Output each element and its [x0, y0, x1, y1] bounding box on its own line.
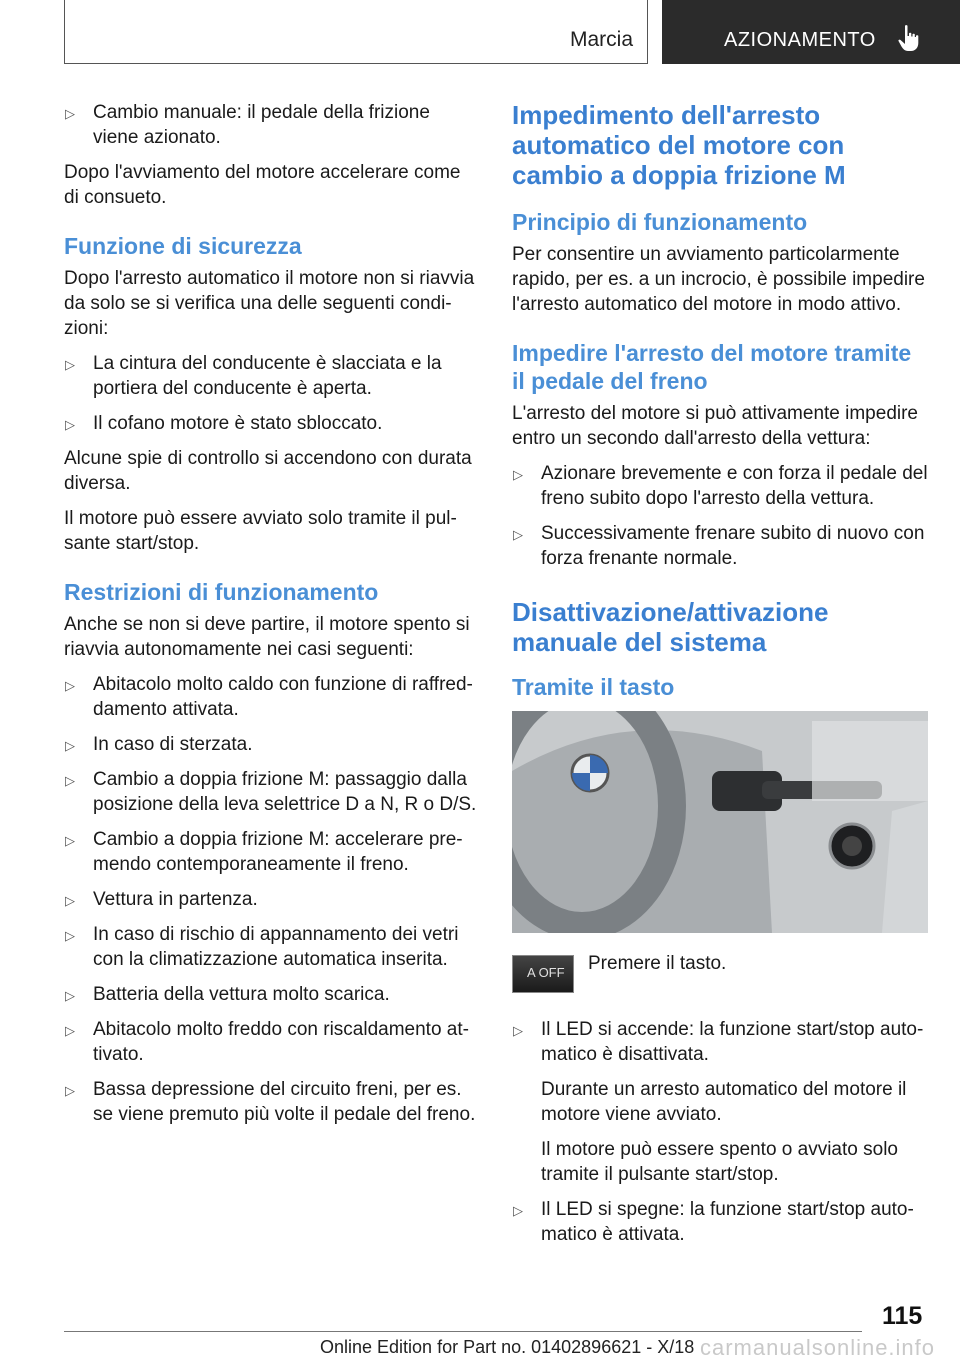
section-title: AZIONAMENTO [724, 29, 876, 51]
list-item: ▷ In caso di sterzata. [64, 732, 478, 757]
bullet-triangle-icon: ▷ [65, 738, 75, 753]
footer-watermark: carmanualsonline.info [700, 1335, 936, 1360]
press-button-text: Premere il tasto. [588, 953, 727, 974]
paragraph: Durante un arresto automatico del motore il motore viene avviato. [541, 1079, 907, 1125]
section-tab [662, 0, 960, 64]
list-item: ▷ Il LED si spegne: la funzione start/stop automatico è attivata. [513, 1199, 914, 1245]
paragraph: Per consentire un avviamento particolarmente rapido, per es. a un incrocio, è possibile impedire l'arresto automatico del motore in modo attivo. [512, 244, 925, 315]
steering-wheel-illustration [512, 711, 928, 933]
bullet-triangle-icon: ▷ [65, 773, 75, 788]
bullet-triangle-icon: ▷ [65, 833, 75, 848]
paragraph: Anche se non si deve partire, il motore spento si riavvia autonomamente nei casi seguenti: [64, 614, 470, 660]
list-item: ▷ Successivamente frenare subito di nuovo con forza frenante normale. [513, 523, 925, 569]
auto-start-stop-off-button-icon: A OFF [512, 955, 574, 993]
bullet-triangle-icon: ▷ [65, 1023, 75, 1038]
bullet-triangle-icon: ▷ [513, 1203, 523, 1218]
button-instruction [512, 951, 930, 1001]
hand-pointer-icon [896, 24, 922, 52]
paragraph: Alcune spie di controllo si accendono con durata diversa. [64, 448, 472, 494]
heading-operating-restrictions: Restrizioni di funzionamento [64, 579, 379, 605]
bullet-triangle-icon: ▷ [65, 988, 75, 1003]
bullet-triangle-icon: ▷ [513, 467, 523, 482]
list-item: ▷ Abitacolo molto caldo con funzione di raffreddamento attivata. [65, 674, 473, 720]
paragraph: Dopo l'arresto automatico il motore non si riavvia da solo se si verifica una delle seguenti condizioni: [64, 268, 475, 339]
chapter-tab [64, 0, 648, 64]
list-item: ▷ Il LED si accende: la funzione start/stop automatico è disattivata. [513, 1019, 924, 1065]
list-item: ▷ Il cofano motore è stato sbloccato. [64, 411, 478, 436]
bullet-triangle-icon: ▷ [65, 417, 75, 432]
right-column [512, 100, 930, 1257]
bullet-triangle-icon: ▷ [65, 106, 75, 121]
list-item: ▷ Batteria della vettura molto scarica. [64, 982, 478, 1007]
bullet-triangle-icon: ▷ [65, 357, 75, 372]
list-item: ▷ In caso di rischio di appannamento dei vetri con la climatizzazione automatica inserita. [65, 924, 459, 970]
bullet-triangle-icon: ▷ [65, 928, 75, 943]
paragraph: Dopo l'avviamento del motore accelerare come di consueto. [64, 162, 461, 208]
bullet-triangle-icon: ▷ [65, 678, 75, 693]
list-item: ▷ Cambio a doppia frizione M: accelerare premendo contemporaneamente il freno. [65, 829, 463, 875]
list-item: ▷ Bassa depressione del circuito freni, per es. se viene premuto più volte il pedale del freno. [65, 1079, 476, 1125]
heading-via-button: Tramite il tasto [512, 674, 675, 700]
bullet-triangle-icon: ▷ [513, 527, 523, 542]
heading-prevent-auto-stop: Impedimento dell'arresto automatico del motore con cambio a doppia frizione M [512, 100, 846, 190]
heading-operating-principle: Principio di funzionamento [512, 209, 808, 235]
list-item: ▷ Azionare brevemente e con forza il pedale del freno subito dopo l'arresto della vettura. [513, 463, 928, 509]
footer-edition: Online Edition for Part no. 01402896621 - X/18 [320, 1337, 695, 1357]
left-column [64, 100, 478, 1137]
chapter-title: Marcia [569, 28, 633, 51]
footer-divider [64, 1331, 862, 1332]
list-item: ▷ Abitacolo molto freddo con riscaldamento attivato. [65, 1019, 469, 1065]
page-number: 115 [882, 1302, 923, 1330]
bullet-triangle-icon: ▷ [65, 1083, 75, 1098]
paragraph: Il motore può essere spento o avviato solo tramite il pulsante start/stop. [541, 1139, 898, 1185]
bullet-triangle-icon: ▷ [65, 893, 75, 908]
list-item: ▷ Cambio manuale: il pedale della frizione viene azionato. [65, 102, 430, 148]
list-item: ▷ Cambio a doppia frizione M: passaggio dalla posizione della leva selettrice D a N, R o D/S. [65, 769, 477, 815]
list-item: ▷ Vettura in partenza. [64, 887, 478, 912]
paragraph: L'arresto del motore si può attivamente impedire entro un secondo dall'arresto della vettura: [512, 403, 918, 449]
page-header [0, 0, 960, 66]
heading-prevent-via-brake: Impedire l'arresto del motore tramite il pedale del freno [512, 340, 912, 394]
steering-wheel-photo [512, 711, 928, 933]
list-item: ▷ La cintura del conducente è slacciata e la portiera del conducente è aperta. [65, 353, 442, 399]
heading-safety-function: Funzione di sicurezza [64, 233, 302, 259]
paragraph: Il motore può essere avviato solo tramite il pulsante start/stop. [64, 508, 457, 554]
heading-manual-deactivation: Disattivazione/attivazione manuale del sistema [512, 597, 829, 657]
bullet-triangle-icon: ▷ [513, 1023, 523, 1038]
